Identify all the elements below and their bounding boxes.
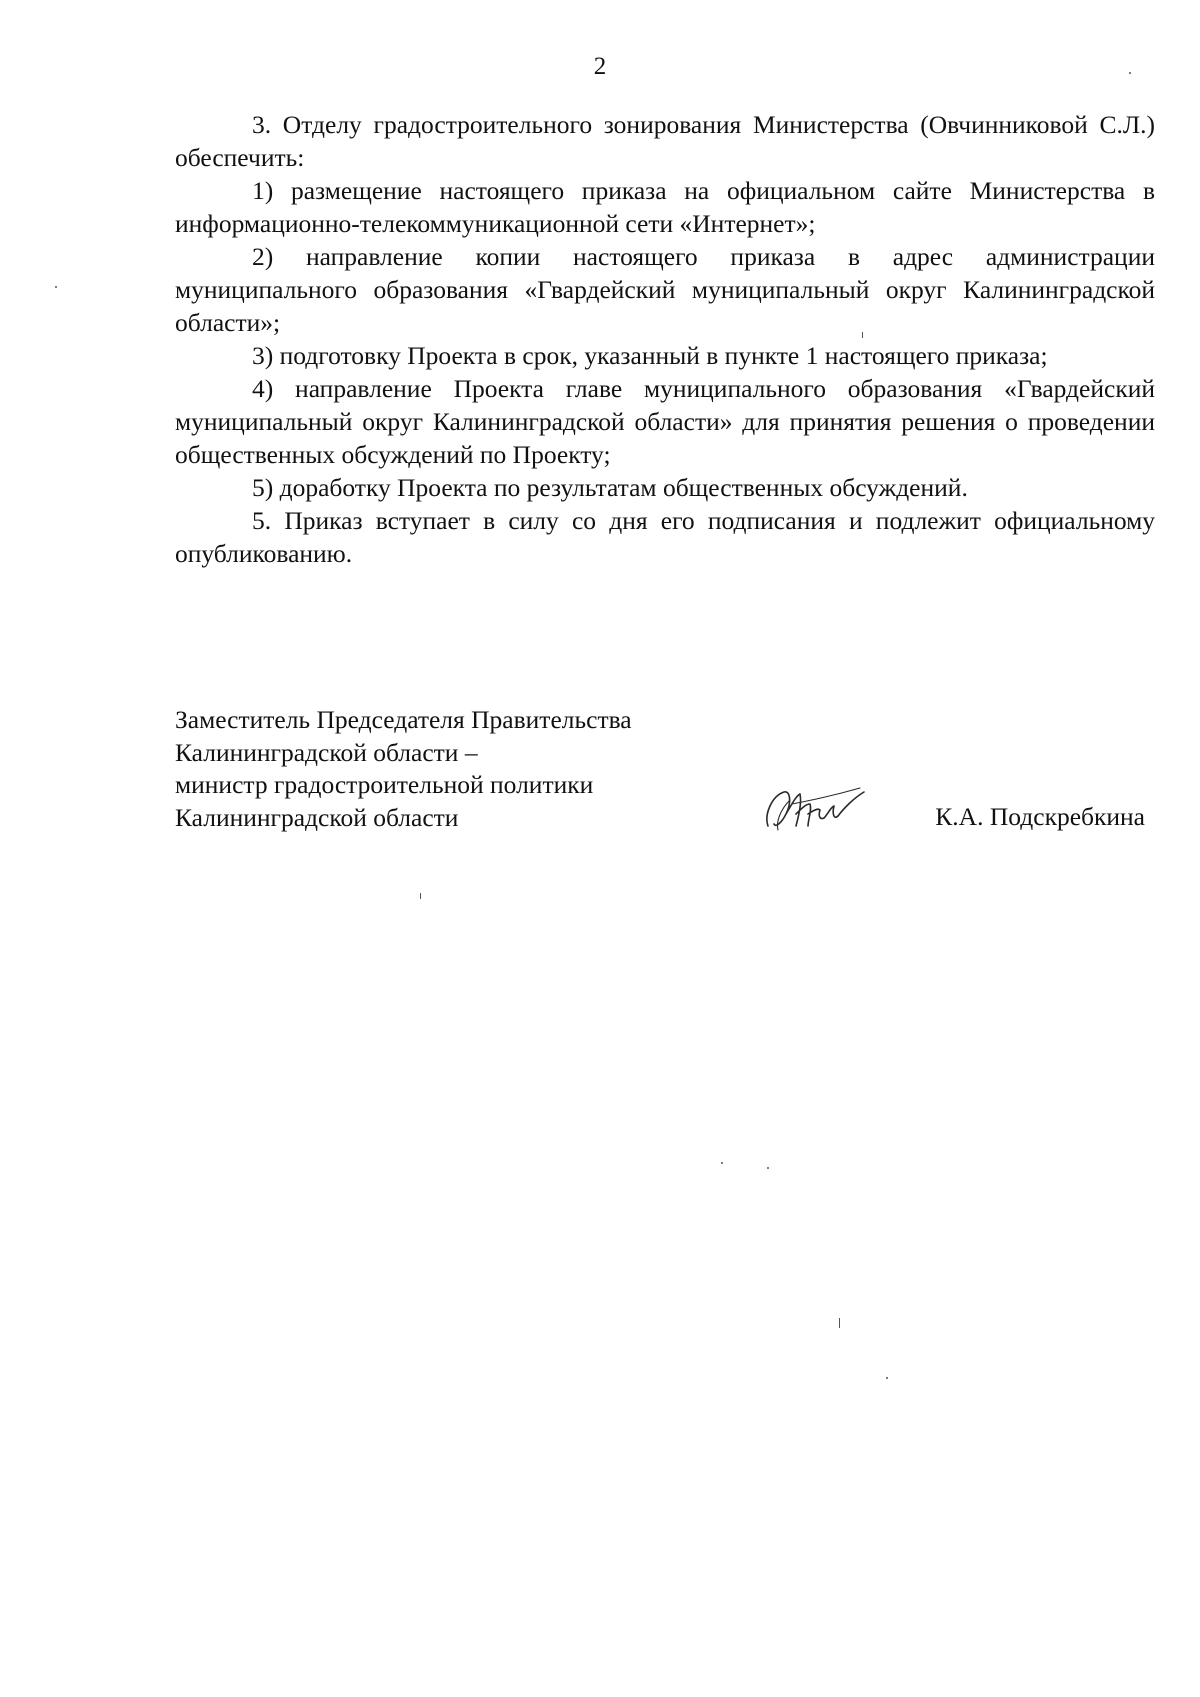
scan-speck <box>721 1162 723 1164</box>
paragraph-subitem-1: 1) размещение настоящего приказа на официальном сайте Министерства в информационно-телекоммуникационной сети «Интернет»; <box>175 176 1155 238</box>
scan-speck <box>886 1377 888 1379</box>
paragraph-subitem-2: 2) направление копии настоящего приказа в адрес администрации муниципального образования «Гвардейский муниципальный округ Калининградской области»; <box>175 242 1155 337</box>
document-body <box>175 108 1155 570</box>
signature-block <box>175 704 1155 844</box>
paragraph-subitem-3: 3) подготовку Проекта в срок, указанный в пункте 1 настоящего приказа; <box>252 341 1048 370</box>
handwritten-signature <box>762 774 867 834</box>
signer-position-line: Заместитель Председателя Правительства <box>175 705 632 734</box>
scan-speck <box>862 332 863 338</box>
scan-speck <box>839 1318 840 1328</box>
paragraph-item-3-department: 3. Отделу градостроительного зонирования Министерства (Овчинниковой С.Л.) обеспечить: <box>175 110 1155 172</box>
signer-position-line: Калининградской области – <box>175 737 478 767</box>
paragraph-item-5-entry-into-force: 5. Приказ вступает в силу со дня его подписания и подлежит официальному опубликованию. <box>175 506 1155 568</box>
signer-position-line: Калининградской области <box>175 802 459 832</box>
paragraph-subitem-4: 4) направление Проекта главе муниципального образования «Гвардейский муниципальный округ Калининградской области» для принятия решения о проведении общественных обсуждений по Проекту; <box>175 374 1155 469</box>
scan-speck <box>1129 72 1131 74</box>
paragraph-subitem-5: 5) доработку Проекта по результатам общественных обсуждений. <box>252 473 968 502</box>
signer-position-line: министр градостроительной политики <box>175 770 594 799</box>
page-number: 2 <box>593 53 607 80</box>
signer-name: К.А. Подскребкина <box>935 802 1145 831</box>
scan-speck <box>55 286 57 288</box>
scan-speck <box>420 893 421 899</box>
signer-position <box>175 704 735 834</box>
scan-speck <box>767 1167 769 1169</box>
